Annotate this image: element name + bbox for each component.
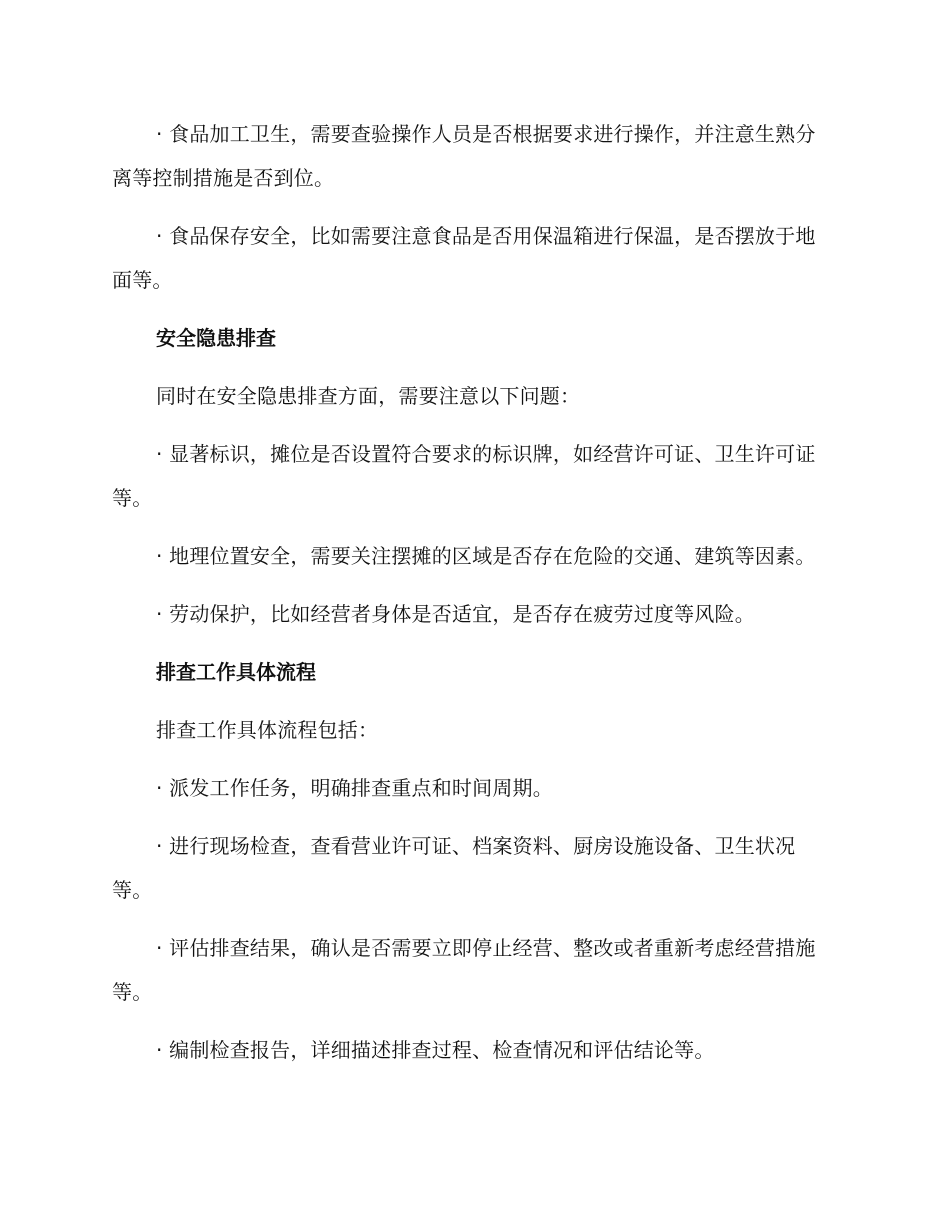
intro-workflow: 排查工作具体流程包括： <box>156 718 379 742</box>
bullet-compile-report: · 编制检查报告，详细描述排查过程、检查情况和评估结论等。 <box>156 1038 715 1062</box>
intro-safety-hazard: 同时在安全隐患排查方面，需要注意以下问题： <box>156 384 581 408</box>
bullet-food-storage: · 食品保存安全，比如需要注意食品是否用保温箱进行保温，是否摆放于地面等。 <box>112 224 816 292</box>
bullet-onsite-inspection: · 进行现场检查，查看营业许可证、档案资料、厨房设施设备、卫生状况等。 <box>112 834 796 902</box>
bullet-evaluate-results: · 评估排查结果，确认是否需要立即停止经营、整改或者重新考虑经营措施等。 <box>112 936 816 1004</box>
document-body <box>112 112 824 1086</box>
bullet-signage: · 显著标识，摊位是否设置符合要求的标识牌，如经营许可证、卫生许可证等。 <box>112 442 816 510</box>
bullet-labor-protection: · 劳动保护，比如经营者身体是否适宜，是否存在疲劳过度等风险。 <box>156 602 755 626</box>
bullet-food-processing: · 食品加工卫生，需要查验操作人员是否根据要求进行操作，并注意生熟分离等控制措施是否到位。 <box>112 122 816 190</box>
heading-safety-hazard: 安全隐患排查 <box>156 326 276 350</box>
bullet-location-safety: · 地理位置安全，需要关注摆摊的区域是否存在危险的交通、建筑等因素。 <box>156 544 816 568</box>
bullet-dispatch-task: · 派发工作任务，明确排查重点和时间周期。 <box>156 776 553 800</box>
heading-workflow: 排查工作具体流程 <box>156 660 316 684</box>
